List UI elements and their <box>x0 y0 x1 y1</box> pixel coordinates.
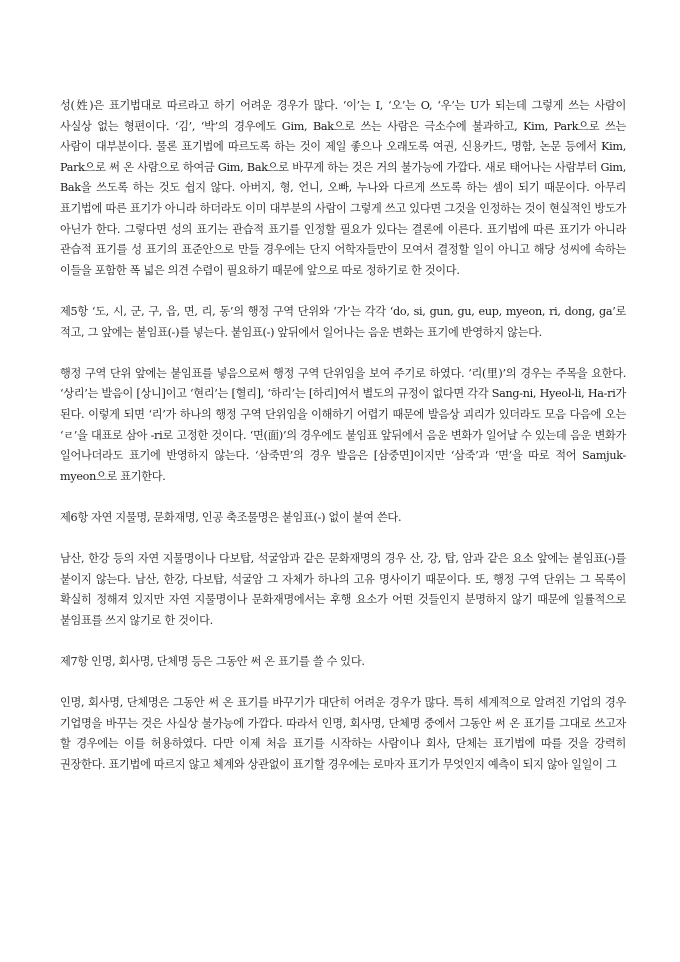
paragraph-personal-company-names: 인명, 회사명, 단체명은 그동안 써 온 표기를 바꾸기가 대단히 어려운 경우가 많다. 특히 세계적으로 알려진 기업의 경우 기업명을 바꾸는 것은 사실상 불가능에 가깝다. 따라서 인명, 회사명, 단체명 중에서 그동안 써 온 표기를 그대로 쓰고자 할 경우에는 이를 허용하였다. 다만 이제 처음 표기를 시작하는 사람이나 회사, 단체는 표기법에 따를 것을 강력히 권장한다. 표기법에 따르지 않고 체계와 상관없이 표기할 경우에는 로마자 표기가 무엇인지 예측이 되지 않아 일일이 그 <box>60 696 626 771</box>
rule-6-heading: 제6항 자연 지물명, 문화재명, 인공 축조물명은 붙임표(-) 없이 붙여 쓴다. <box>60 510 402 524</box>
paragraph-administrative-units: 행정 구역 단위 앞에는 붙임표를 넣음으로써 행정 구역 단위임을 보여 주기로 하였다. ‘리(里)’의 경우는 주목을 요한다. ‘상리’는 발음이 [상니]이고 ‘현리’는 [혈리], ‘하리’는 [하리]여서 별도의 규정이 없다면 각각 Sang-ni, Hyeol-li, Ha-ri가 된다. 이렇게 되면 ‘리’가 하나의 행정 구역 단위임을 이해하기 어렵기 때문에 발음상 괴리가 있더라도 모음 다음에 오는 ‘ㄹ’을 대표로 삼아 -ri로 고정한 것이다. ‘면(面)’의 경우에도 붙임표 앞뒤에서 음운 변화가 일어날 수 있는데 음운 변화가 일어나더라도 표기에 반영하지 않는다. ‘삼죽면’의 경우 발음은 [삼중면]이지만 ‘삼죽’과 ‘면’을 따로 적어 Samjuk-myeon으로 표기한다. <box>60 366 626 483</box>
document-page <box>60 96 626 796</box>
paragraph-surname-romanization: 성(姓)은 표기법대로 따르라고 하기 어려운 경우가 많다. ‘이’는 I, ‘오’는 O, ‘우’는 U가 되는데 그렇게 쓰는 사람이 사실상 없는 형편이다. ‘김’, ‘박’의 경우에도 Gim, Bak으로 쓰는 사람은 극소수에 불과하고, Kim, Park으로 쓰는 사람이 대부분이다. 물론 표기법에 따르도록 하는 것이 제일 좋으나 오래도록 여권, 신용카드, 명함, 논문 등에서 Kim, Park으로 써 온 사람으로 하여금 Gim, Bak으로 바꾸게 하는 것은 거의 불가능에 가깝다. 새로 태어나는 사람부터 Gim, Bak을 쓰도록 하는 것도 쉽지 않다. 아버지, 형, 언니, 오빠, 누나와 다르게 쓰도록 하는 셈이 되기 때문이다. 아무리 표기법에 따른 표기가 아니라 하더라도 이미 대부분의 사람이 그렇게 쓰고 있다면 그것을 인정하는 것이 현실적인 방도가 아닌가 한다. 그렇다면 성의 표기는 관습적 표기를 인정할 필요가 있다는 결론에 이른다. 표기법에 따른 표기가 아니라 관습적 표기를 성 표기의 표준안으로 만들 경우에는 단지 어학자들만이 모여서 결정할 일이 아니고 해당 성씨에 속하는 이들을 포함한 폭 넓은 의견 수렴이 필요하기 때문에 앞으로 따로 정하기로 한 것이다. <box>60 99 626 277</box>
rule-7-heading: 제7항 인명, 회사명, 단체명 등은 그동안 써 온 표기를 쓸 수 있다. <box>60 655 365 669</box>
paragraph-natural-features: 남산, 한강 등의 자연 지물명이나 다보탑, 석굴암과 같은 문화재명의 경우 산, 강, 탑, 암과 같은 요소 앞에는 붙임표(-)를 붙이지 않는다. 남산, 한강, 다보탑, 석굴암 그 자체가 하나의 고유 명사이기 때문이다. 또, 행정 구역 단위는 그 목록이 확실히 정해져 있지만 자연 지물명이나 문화재명에서는 후행 요소가 어떤 것들인지 분명하지 않기 때문에 일률적으로 붙임표를 쓰지 않기로 한 것이다. <box>60 552 626 627</box>
rule-5-heading: 제5항 ‘도, 시, 군, 구, 읍, 면, 리, 동’의 행정 구역 단위와 ‘가’는 각각 ‘do, si, gun, gu, eup, myeon, ri, dong, ga’로 적고, 그 앞에는 붙임표(-)를 넣는다. 붙임표(-) 앞뒤에서 일어나는 음운 변화는 표기에 반영하지 않는다. <box>60 304 626 339</box>
